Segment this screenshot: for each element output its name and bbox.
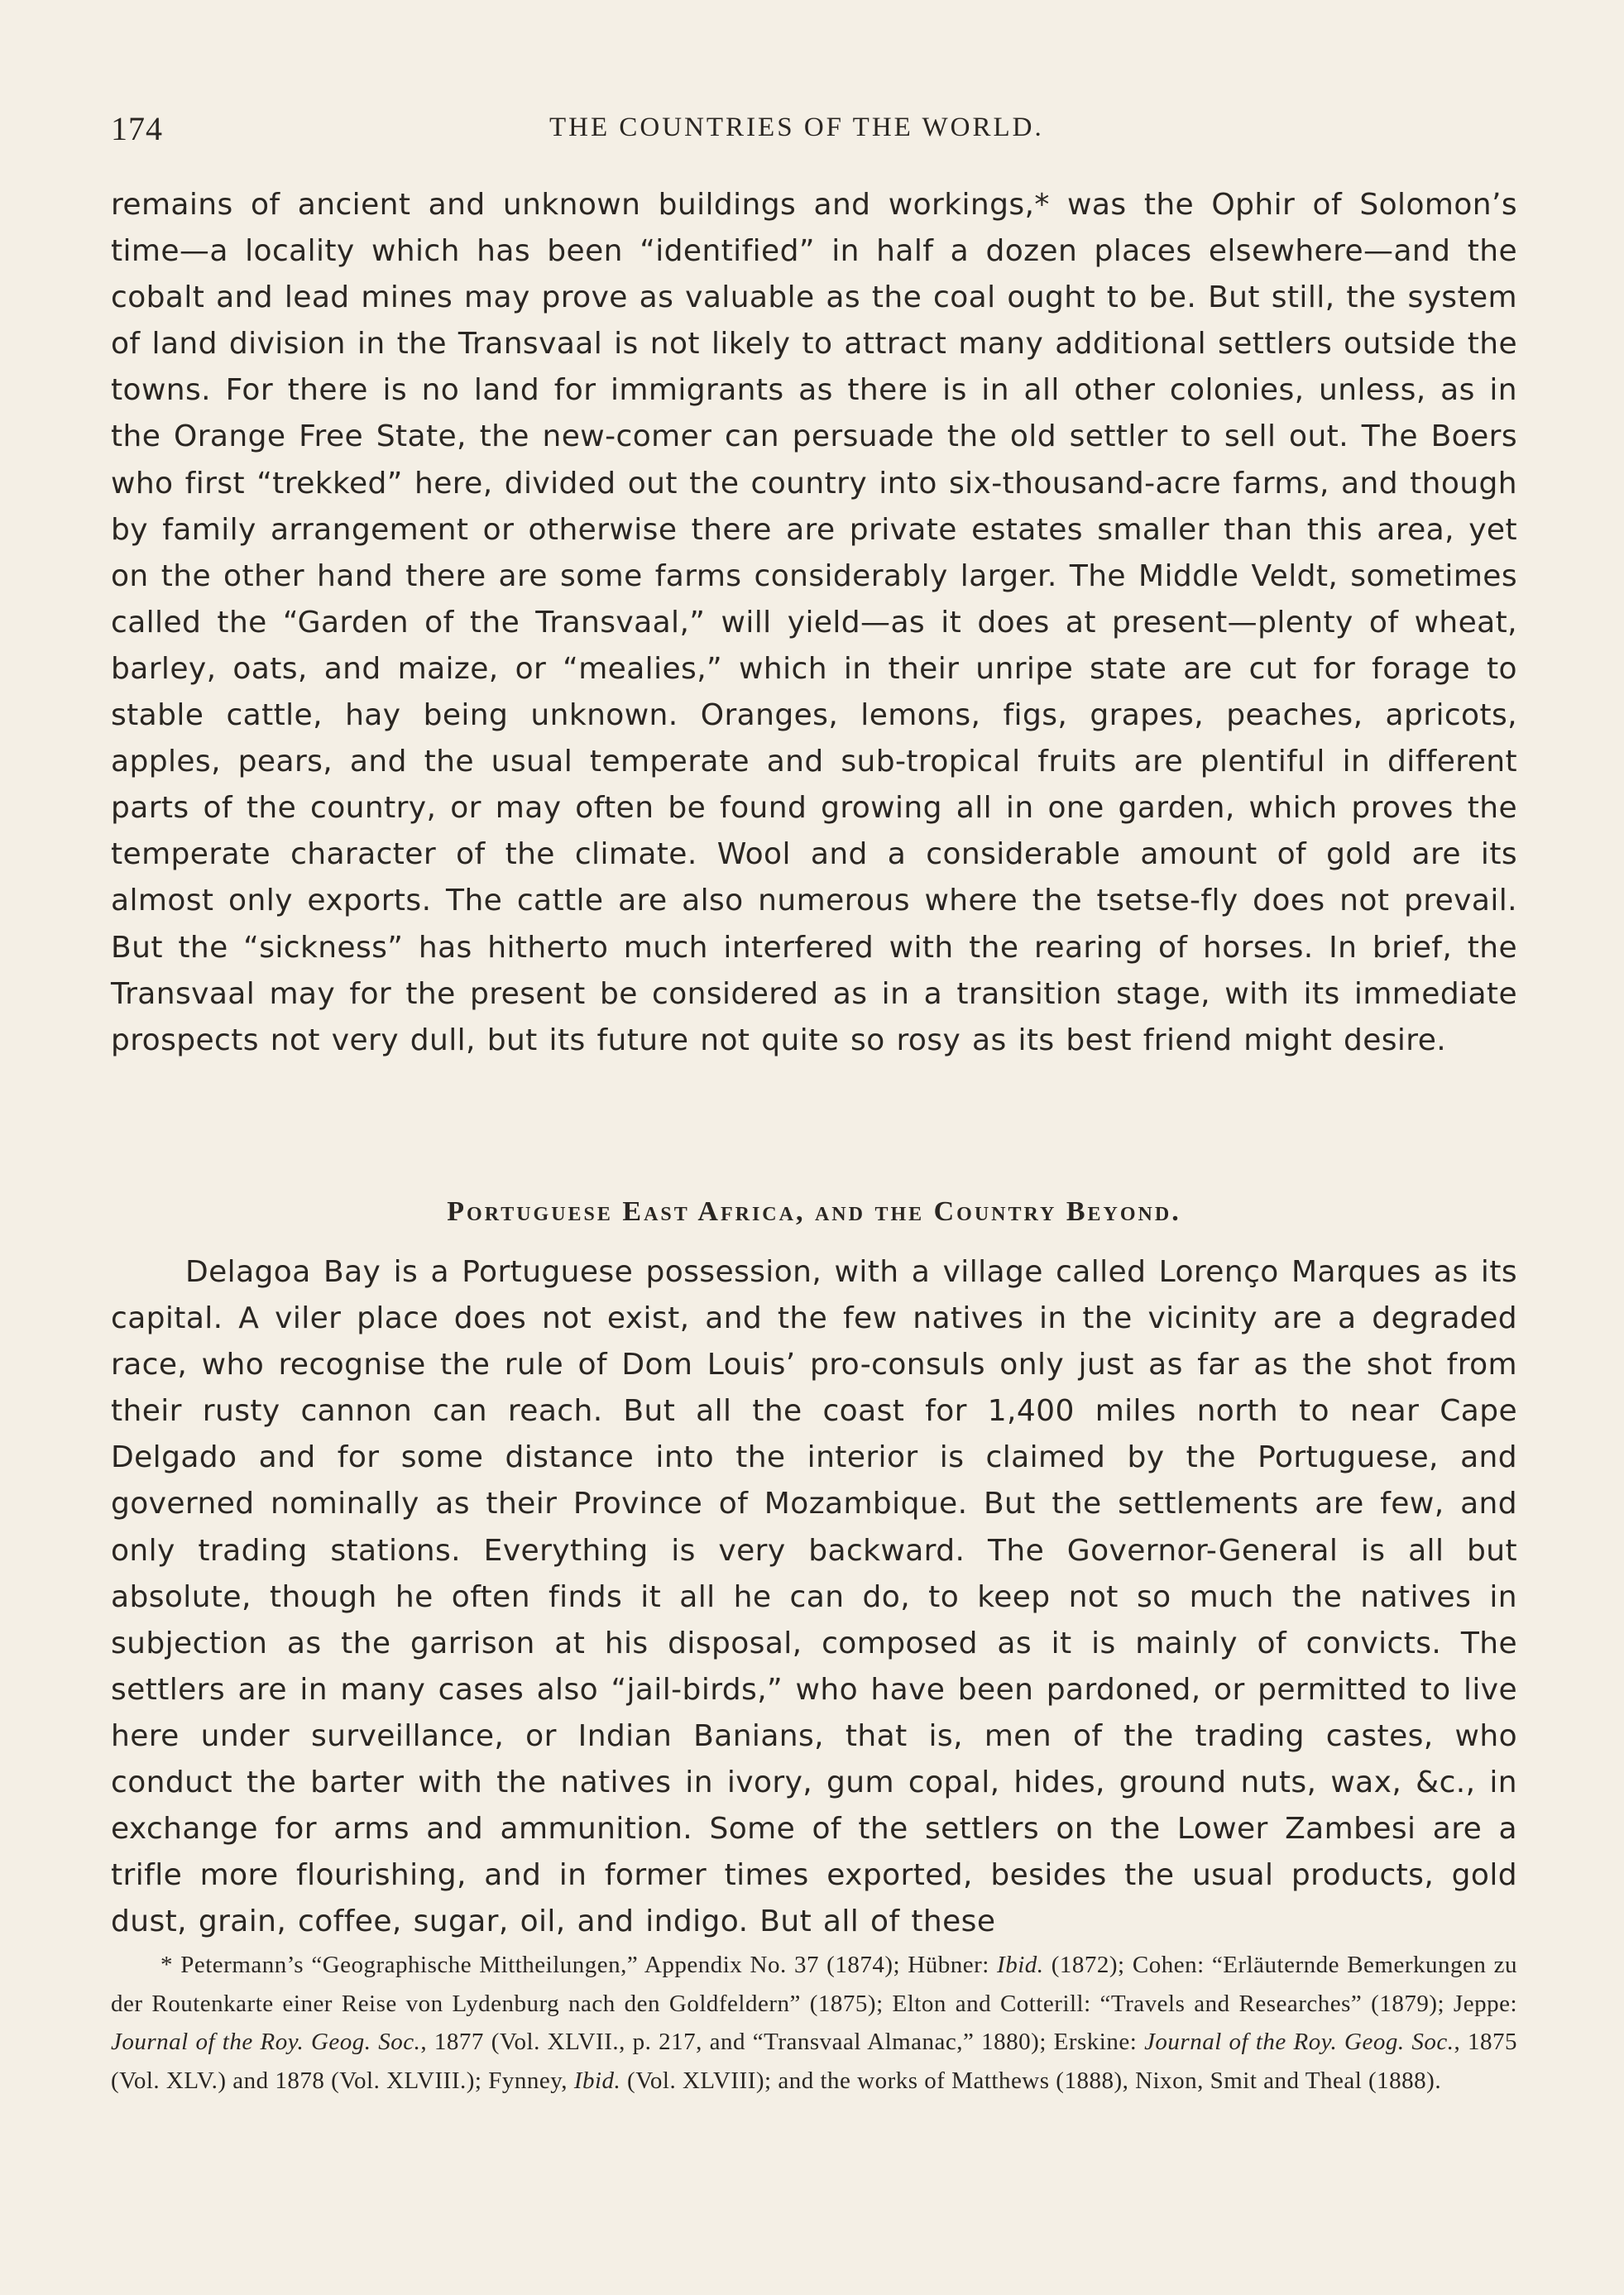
footnote-text: , 1877 (Vol. XLVII., p. 217, and “Transvaal Almanac,” 1880); Erskine:	[420, 2029, 1145, 2055]
paragraph-block	[111, 1249, 1517, 1945]
footnote-ibid: Ibid.	[573, 2067, 621, 2094]
paragraph-portuguese-east-africa: Delagoa Bay is a Portuguese possession, with a village called Lorenço Marques as its capital. A viler place does not exist, and the few natives in the vicinity are a degraded race, who recognise the rule of Dom Louis’ pro-consuls only just as far as the shot from their rusty cannon can reach. But all the coast for 1,400 miles north to near Cape Delgado and for some distance into the interior is claimed by the Portuguese, and governed nominally as their Province of Mozambique. But the settlements are few, and only trading stations. Everything is very backward. The Governor-General is all but absolute, though he often finds it all he can do, to keep not so much the natives in subjection as the garrison at his disposal, composed as it is mainly of convicts. The settlers are in many cases also “jail-birds,” who have been pardoned, or permitted to live here under surveillance, or Indian Banians, that is, men of the trading castes, who conduct the barter with the natives in ivory, gum copal, hides, ground nuts, wax, &c., in exchange for arms and ammunition. Some of the settlers on the Lower Zambesi are a trifle more flourishing, and in former times exported, besides the usual products, gold dust, grain, coffee, sugar, oil, and indigo. But all of these	[111, 1255, 1517, 1939]
footnote-text: (1872); Cohen: “Erläuternde Bemerkungen zu der Routenkarte einer Reise von Lydenburg nach den Goldfeldern” (1875); Elton and Cotterill: “Travels and Researches” (1879); Jeppe:	[111, 1952, 1517, 2017]
page-header	[111, 109, 1517, 159]
footnote-text: (Vol. XLVIII); and the works of Matthews (1888), Nixon, Smit and Theal (1888).	[620, 2067, 1442, 2094]
footnote-journal: Journal of the Roy. Geog. Soc.	[1144, 2029, 1454, 2055]
footnote-journal: Journal of the Roy. Geog. Soc.	[111, 2029, 421, 2055]
footnotes	[111, 1946, 1517, 2100]
body-text	[111, 182, 1517, 1939]
footnote	[111, 1946, 1517, 2100]
footnote-ibid: Ibid.	[997, 1952, 1044, 1978]
footnote-text: , 1875 (Vol. XLV.) and 1878 (Vol. XLVIII.); Fynney,	[111, 2029, 1517, 2094]
section-heading: Portuguese East Africa, and the Country Beyond.	[447, 1196, 1181, 1227]
footnote-text: * Petermann’s “Geographische Mittheilungen,” Appendix No. 37 (1874); Hübner:	[160, 1952, 998, 1978]
page-number: 174	[111, 110, 163, 147]
running-head: THE COUNTRIES OF THE WORLD.	[549, 113, 1044, 142]
paragraph-transvaal: remains of ancient and unknown buildings and workings,* was the Ophir of Solomon’s time—a locality which has been “identified” in half a dozen places elsewhere—and the cobalt and lead mines may prove as valuable as the coal ought to be. But still, the system of land division in the Transvaal is not likely to attract many additional settlers outside the towns. For there is no land for immigrants as there is in all other colonies, unless, as in the Orange Free State, the new-comer can persuade the old settler to sell out. The Boers who first “trekked” here, divided out the country into six-thousand-acre farms, and though by family arrangement or otherwise there are private estates smaller than this area, yet on the other hand there are some farms considerably larger. The Middle Veldt, sometimes called the “Garden of the Transvaal,” will yield—as it does at present—plenty of wheat, barley, oats, and maize, or “mealies,” which in their unripe state are cut for forage to stable cattle, hay being unknown. Oranges, lemons, figs, grapes, peaches, apricots, apples, pears, and the usual temperate and sub-tropical fruits are plentiful in different parts of the country, or may often be found growing all in one garden, which proves the temperate character of the climate. Wool and a considerable amount of gold are its almost only exports. The cattle are also numerous where the tsetse-fly does not prevail. But the “sickness” has hitherto much interfered with the rearing of horses. In brief, the Transvaal may for the present be considered as in a transition stage, with its immediate prospects not very dull, but its future not quite so rosy as its best friend might desire.	[111, 188, 1517, 1057]
